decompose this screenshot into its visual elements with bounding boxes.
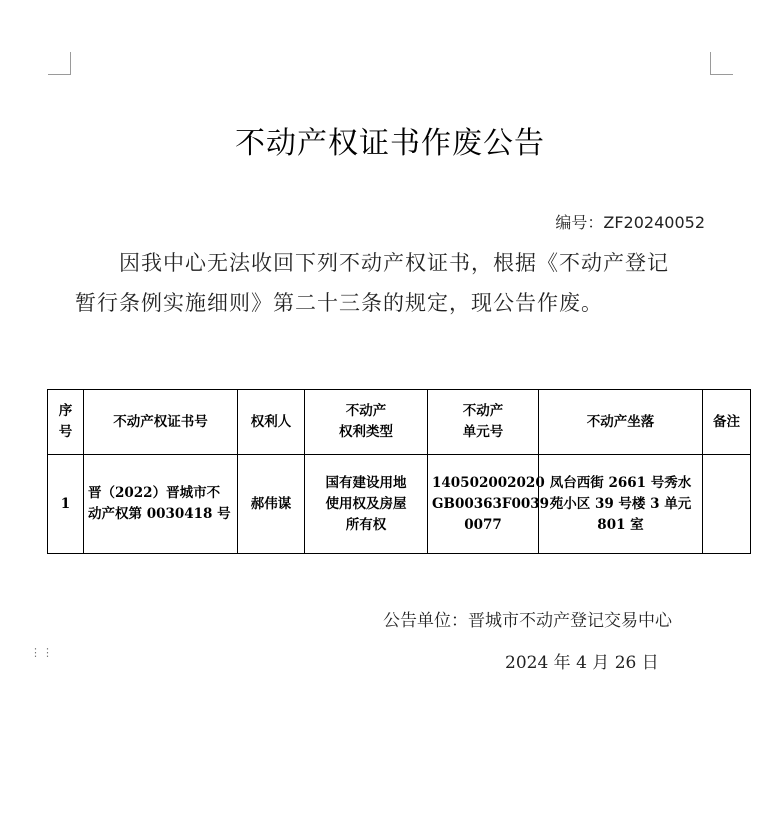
certificate-table	[47, 389, 751, 554]
table-row	[48, 455, 751, 554]
issue-date: 2024 年 4 月 26 日	[505, 653, 659, 673]
header-right-type: 不动产 权利类型	[305, 390, 428, 455]
header-location: 不动产坐落	[539, 390, 703, 455]
cell-cert-no: 晋（2022）晋城市不 动产权第 0030418 号	[84, 455, 238, 554]
page-title: 不动产权证书作废公告	[235, 126, 545, 161]
cell-right-type: 国有建设用地 使用权及房屋 所有权	[305, 455, 428, 554]
drag-handle-icon[interactable]: ⋮⋮	[30, 646, 54, 659]
header-cert-no: 不动产权证书号	[84, 390, 238, 455]
cell-remark	[703, 455, 751, 554]
header-seq: 序 号	[48, 390, 84, 455]
cell-seq: 1	[48, 455, 84, 554]
header-owner: 权利人	[238, 390, 305, 455]
notice-body	[75, 243, 715, 323]
table-header-row	[48, 390, 751, 455]
issuer: 公告单位：晋城市不动产登记交易中心	[383, 611, 672, 631]
header-unit-no: 不动产 单元号	[428, 390, 539, 455]
page-corner-mark-top-right	[710, 52, 733, 75]
page-corner-mark-top-left	[48, 52, 71, 75]
cell-location: 凤台西街 2661 号秀水 苑小区 39 号楼 3 单元 801 室	[539, 455, 703, 554]
header-remark: 备注	[703, 390, 751, 455]
document-number: 编号：ZF20240052	[555, 213, 705, 232]
notice-body-line-1: 因我中心无法收回下列不动产权证书，根据《不动产登记	[119, 251, 669, 275]
cell-owner: 郝伟谋	[238, 455, 305, 554]
notice-body-line-2: 暂行条例实施细则》第二十三条的规定，现公告作废。	[75, 291, 603, 315]
cell-unit-no: 140502002020 GB00363F0039 0077	[428, 455, 539, 554]
